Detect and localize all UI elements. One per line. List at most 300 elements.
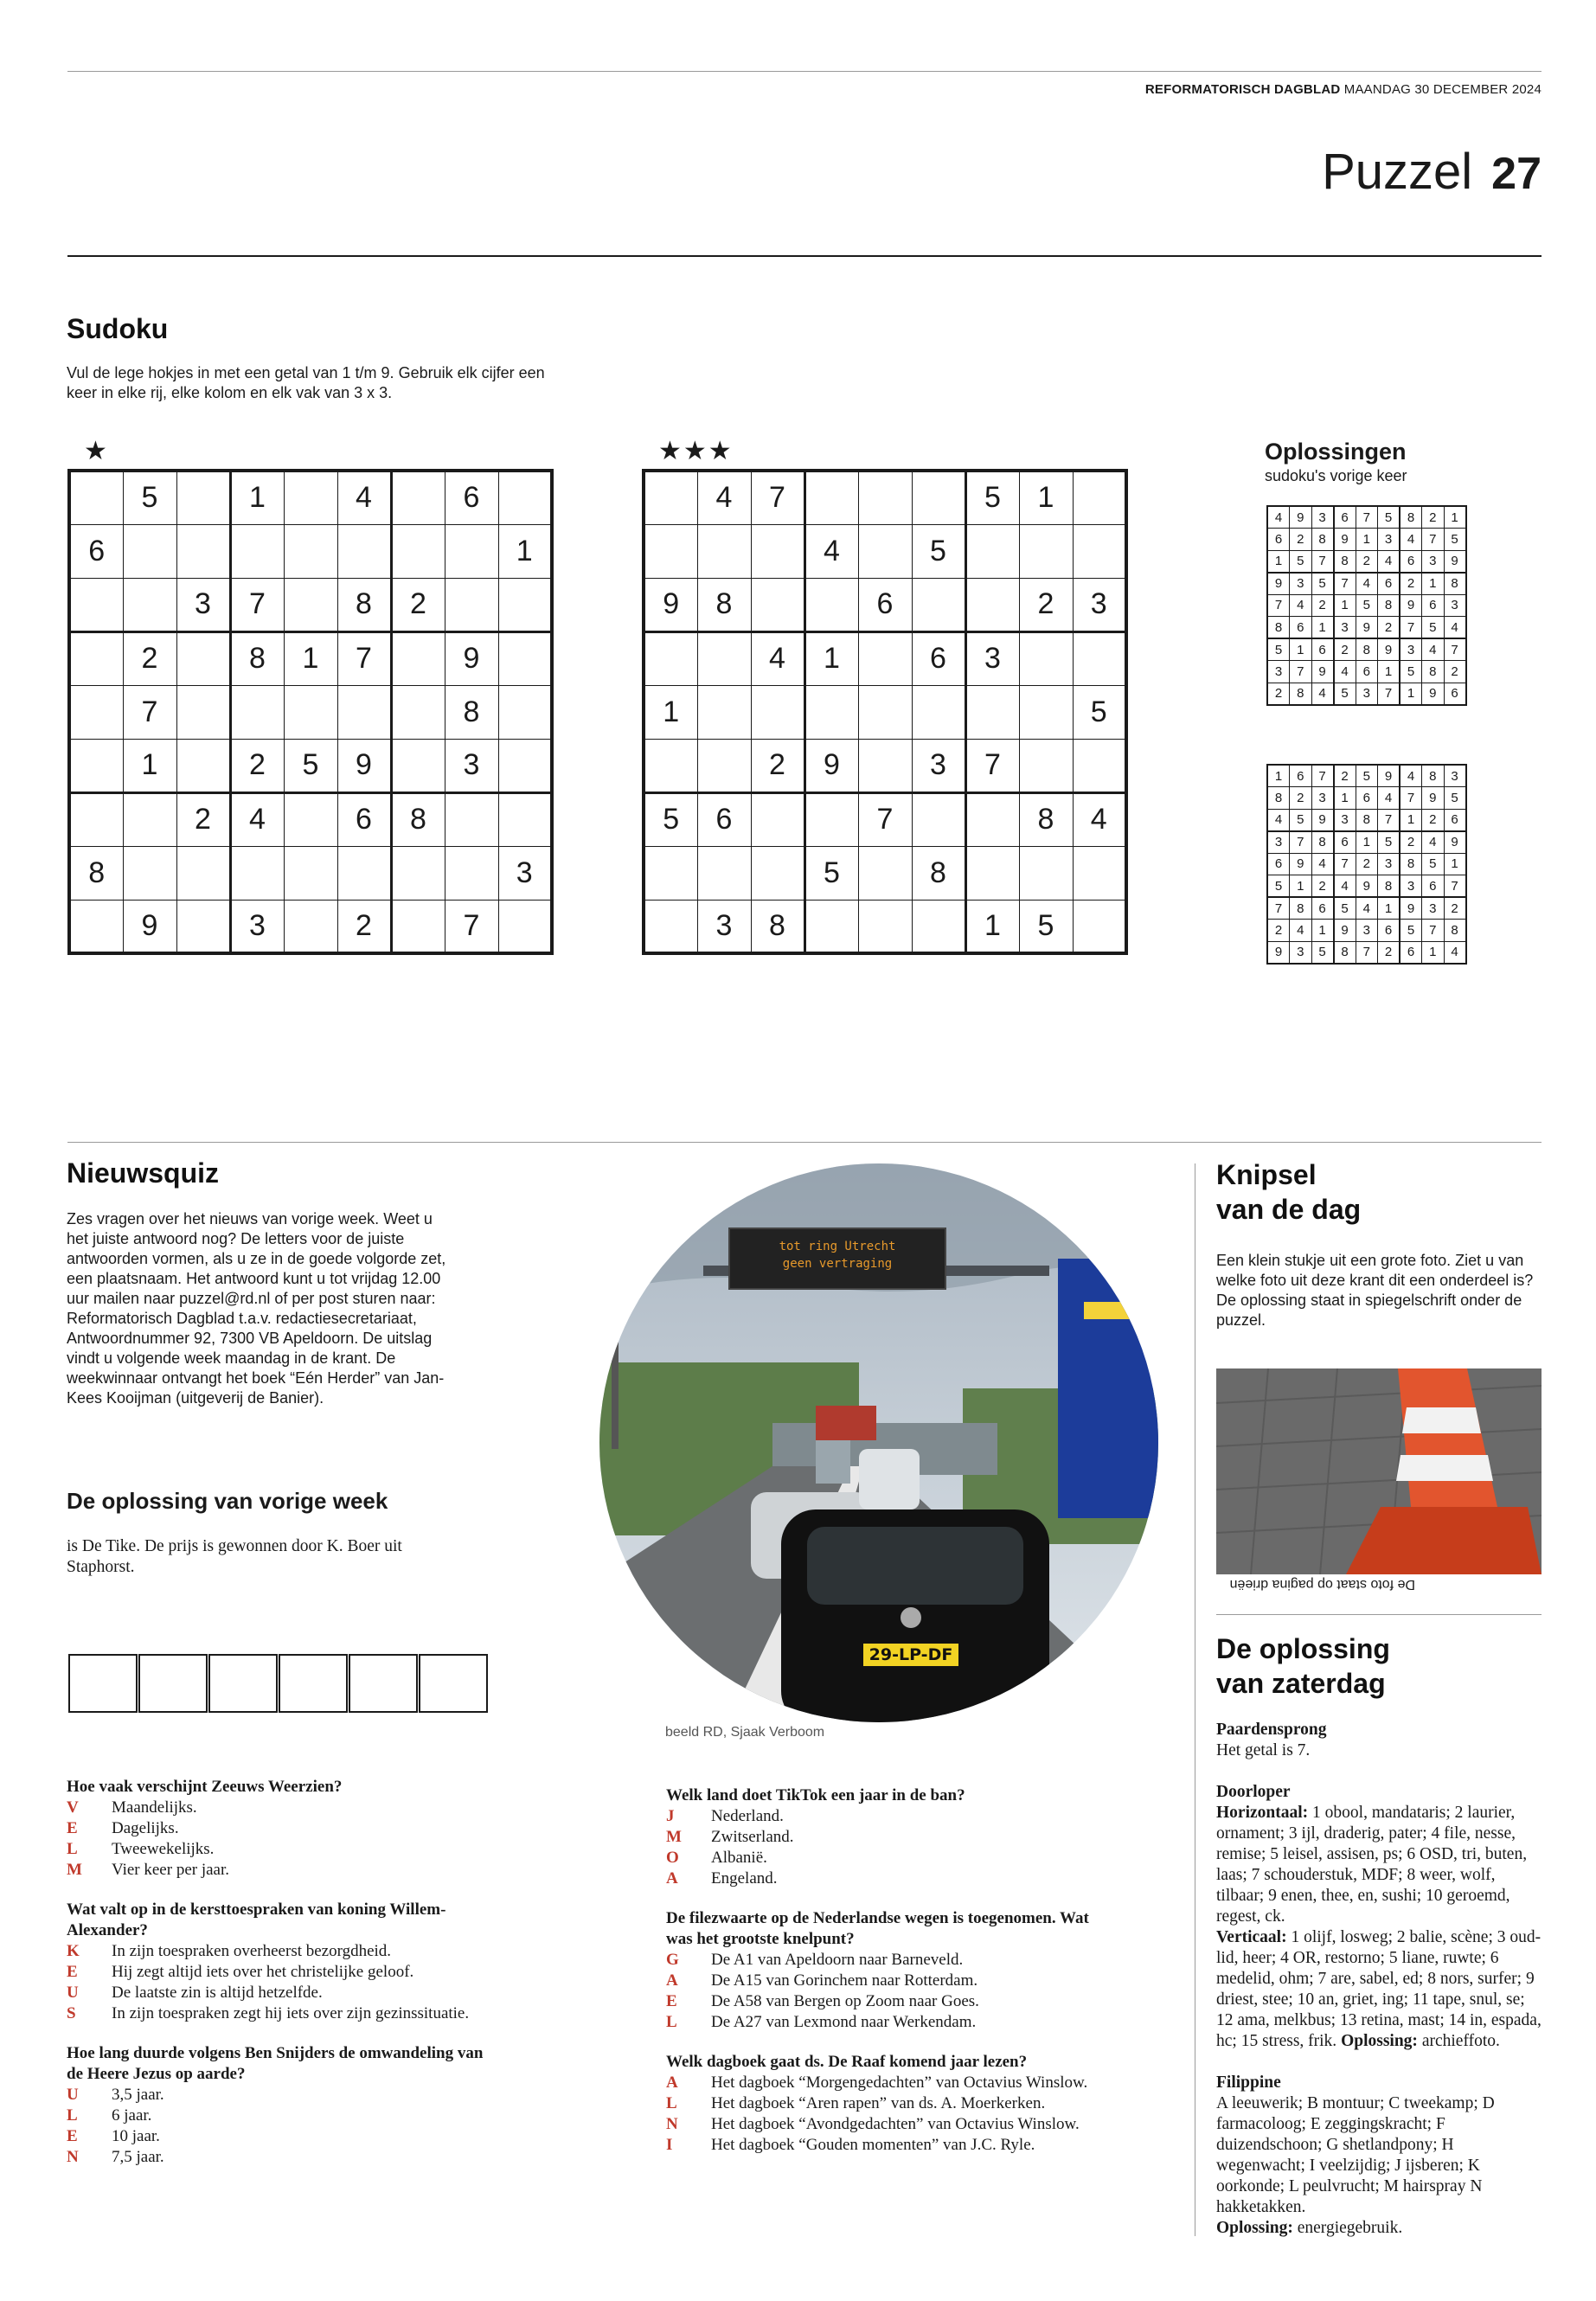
solution-2-cell: 5 [1311, 941, 1334, 964]
sudoku-easy-cell[interactable] [445, 792, 498, 846]
sudoku-easy-cell[interactable] [337, 846, 391, 900]
svg-text:tot ring Utrecht: tot ring Utrecht [779, 1240, 896, 1253]
sudoku-easy-cell[interactable] [176, 524, 230, 578]
quiz-question-text: Wat valt op in de kersttoespraken van koning Willem-Alexander? [67, 1900, 446, 1939]
sudoku-easy-cell: 7 [445, 900, 498, 953]
sudoku-hard-cell: 1 [965, 900, 1019, 953]
sudoku-easy-cell: 2 [123, 631, 176, 685]
sudoku-hard-cell[interactable] [1019, 739, 1073, 792]
solution-2-cell: 7 [1378, 809, 1401, 831]
hard-difficulty-stars: ★★★ [658, 436, 734, 466]
sudoku-easy-row [69, 900, 552, 953]
sudoku-easy-cell[interactable] [123, 524, 176, 578]
sudoku-easy-cell: 2 [230, 739, 284, 792]
sudoku-hard-row [644, 471, 1126, 524]
sudoku-hard-cell[interactable] [804, 900, 858, 953]
answer-box-6[interactable] [419, 1654, 488, 1713]
sudoku-hard-cell[interactable] [965, 524, 1019, 578]
sudoku-easy-cell[interactable] [69, 900, 123, 953]
answer-box-1[interactable] [68, 1654, 138, 1713]
solution-1-cell: 2 [1334, 638, 1356, 661]
solution-1-cell: 2 [1378, 617, 1401, 639]
solution-1-cell: 6 [1422, 594, 1445, 617]
solution-2-cell: 9 [1400, 897, 1422, 920]
solution-2-cell: 2 [1422, 809, 1445, 831]
solution-1-cell: 6 [1334, 506, 1356, 529]
solution-1-cell: 9 [1444, 550, 1466, 573]
sudoku-easy-cell[interactable] [498, 578, 552, 631]
solution-1-cell: 7 [1400, 617, 1422, 639]
sudoku-hard-row [644, 739, 1126, 792]
sudoku-easy-cell[interactable] [337, 685, 391, 739]
sudoku-easy-cell[interactable] [391, 471, 445, 524]
sudoku-easy-row [69, 739, 552, 792]
quiz-option-text: 6 jaar. [112, 2106, 152, 2125]
sudoku-hard-cell[interactable] [644, 524, 697, 578]
solution-1-cell: 6 [1444, 683, 1466, 705]
sudoku-hard-row [644, 524, 1126, 578]
solution-2-cell: 2 [1311, 875, 1334, 898]
quiz-question-text: Welk land doet TikTok een jaar in de ban? [666, 1786, 965, 1804]
quiz-option-letter: U [67, 2086, 79, 2104]
sudoku-hard-cell: 1 [804, 631, 858, 685]
sudoku-hard-cell: 5 [1019, 900, 1073, 953]
quiz-option-text: Hij zegt altijd iets over het christelijke geloof. [112, 1963, 414, 1981]
sudoku-easy-cell[interactable] [230, 524, 284, 578]
sudoku-easy-row [69, 685, 552, 739]
horizontaal-text: 1 obool, mandataris; 2 laurier, ornament; 3 ijl, draderig, pater; 4 file, nesse, remise; 5 leisel, assisen, ps; 6 OSD, tri, buten, laas; 7 schouderstuk, MDF; 8 weer, wolf, tilbaar; 9 enen, thee, en, sushi; 10 geroemd, regest, ck. [1216, 1804, 1528, 1926]
horizontaal-label: Horizontaal: [1216, 1804, 1309, 1822]
sudoku-hard-cell[interactable] [804, 792, 858, 846]
solution-2-cell: 4 [1444, 941, 1466, 964]
sudoku-easy-cell[interactable] [445, 846, 498, 900]
answer-box-2[interactable] [138, 1654, 208, 1713]
sudoku-hard-cell: 3 [1073, 578, 1126, 631]
solution-2-cell: 6 [1422, 875, 1445, 898]
quiz-option-text: Vier keer per jaar. [112, 1861, 229, 1879]
quiz-question-text: De filezwaarte op de Nederlandse wegen is toegenomen. Wat was het grootste knelpunt? [666, 1909, 1089, 1948]
sudoku-easy-cell[interactable] [391, 631, 445, 685]
sudoku-hard-cell[interactable] [1019, 524, 1073, 578]
solution-1-cell: 2 [1267, 683, 1290, 705]
traffic-cone-image [1216, 1368, 1542, 1574]
sudoku-easy-row [69, 846, 552, 900]
sudoku-hard-cell[interactable] [1019, 631, 1073, 685]
sudoku-hard-cell[interactable] [1073, 631, 1126, 685]
sudoku-easy-cell: 7 [337, 631, 391, 685]
solution-1-row [1267, 638, 1466, 661]
quiz-question-text: Welk dagboek gaat ds. De Raaf komend jaar lezen? [666, 2053, 1028, 2071]
sudoku-easy-cell[interactable] [391, 685, 445, 739]
sudoku-easy-cell[interactable] [123, 578, 176, 631]
sudoku-easy-cell[interactable] [498, 631, 552, 685]
sudoku-hard-cell[interactable] [1073, 846, 1126, 900]
sudoku-hard-cell: 1 [1019, 471, 1073, 524]
solution-1-cell: 1 [1267, 550, 1290, 573]
solution-1-cell: 3 [1290, 573, 1312, 595]
oplossing-2-label: Oplossing: [1216, 2219, 1293, 2237]
solution-2-cell: 1 [1334, 787, 1356, 810]
solution-1-cell: 8 [1290, 683, 1312, 705]
sudoku-easy-cell[interactable] [284, 578, 337, 631]
answer-box-5[interactable] [349, 1654, 418, 1713]
sudoku-easy-cell: 3 [176, 578, 230, 631]
sudoku-easy-cell[interactable] [69, 578, 123, 631]
quiz-option-text: Het dagboek “Aren rapen” van ds. A. Moerkerken. [711, 2094, 1046, 2112]
solution-1-cell: 5 [1422, 617, 1445, 639]
solution-1-cell: 3 [1400, 638, 1422, 661]
sudoku-hard-cell[interactable] [644, 846, 697, 900]
quiz-option [67, 2106, 499, 2126]
solution-2-cell: 8 [1422, 765, 1445, 787]
sudoku-easy-cell: 7 [230, 578, 284, 631]
sudoku-hard-cell[interactable] [1019, 685, 1073, 739]
solution-1-cell: 8 [1267, 617, 1290, 639]
solution-1-cell: 9 [1267, 573, 1290, 595]
sudoku-hard-cell[interactable] [751, 524, 804, 578]
sudoku-hard-cell[interactable] [644, 739, 697, 792]
sudoku-easy-cell[interactable] [498, 685, 552, 739]
sudoku-easy-cell: 5 [284, 739, 337, 792]
sudoku-easy-cell[interactable] [284, 471, 337, 524]
quiz-question [67, 1900, 499, 2024]
sudoku-hard-cell[interactable] [965, 846, 1019, 900]
solution-2-cell: 5 [1356, 765, 1378, 787]
solution-2-row [1267, 941, 1466, 964]
answer-box-4[interactable] [279, 1654, 348, 1713]
sudoku-hard-cell[interactable] [965, 792, 1019, 846]
publication-name: REFORMATORISCH DAGBLAD [1144, 82, 1341, 97]
sudoku-hard-cell[interactable] [858, 685, 912, 739]
sudoku-hard-cell[interactable] [697, 631, 751, 685]
sudoku-hard-cell[interactable] [912, 471, 965, 524]
sudoku-hard-cell[interactable] [697, 739, 751, 792]
sudoku-easy-cell[interactable] [337, 524, 391, 578]
sudoku-easy-cell[interactable] [176, 900, 230, 953]
solution-1-cell: 1 [1444, 506, 1466, 529]
solution-2-cell: 2 [1290, 787, 1312, 810]
sudoku-easy-cell: 1 [498, 524, 552, 578]
filippine-title: Filippine [1216, 2073, 1281, 2092]
solution-2-cell: 9 [1290, 853, 1312, 875]
sudoku-easy-cell[interactable] [176, 739, 230, 792]
solution-2-cell: 3 [1400, 875, 1422, 898]
sudoku-easy-cell[interactable] [498, 900, 552, 953]
sudoku-hard-cell: 8 [1019, 792, 1073, 846]
sudoku-hard-cell[interactable] [644, 631, 697, 685]
solution-1-cell: 7 [1378, 683, 1401, 705]
quiz-option [67, 2085, 499, 2106]
sudoku-hard-cell[interactable] [858, 739, 912, 792]
sudoku-hard-cell[interactable] [751, 792, 804, 846]
sudoku-easy-cell: 4 [230, 792, 284, 846]
solution-1-cell: 5 [1400, 661, 1422, 683]
sudoku-easy-cell[interactable] [230, 846, 284, 900]
sudoku-hard-cell: 5 [912, 524, 965, 578]
solution-1-cell: 5 [1444, 529, 1466, 551]
solution-2-cell: 1 [1422, 941, 1445, 964]
solution-2-cell: 2 [1356, 853, 1378, 875]
quiz-option [666, 1848, 1099, 1868]
sudoku-easy-cell: 1 [123, 739, 176, 792]
solution-2-cell: 1 [1267, 765, 1290, 787]
sudoku-hard-cell[interactable] [1073, 739, 1126, 792]
sudoku-hard-cell[interactable] [697, 846, 751, 900]
quiz-option-letter: L [67, 1840, 78, 1858]
previous-solution-text: is De Tike. De prijs is gewonnen door K. Boer uit Staphorst. [67, 1537, 402, 1576]
solution-2-cell: 4 [1378, 787, 1401, 810]
sudoku-easy-cell: 8 [391, 792, 445, 846]
oplossing-1-text: archieffoto. [1417, 2032, 1500, 2050]
answer-box-3[interactable] [208, 1654, 278, 1713]
knipsel-mirror-text: De foto staat op pagina drieën [1229, 1577, 1415, 1592]
knipsel-title-line-2: van de dag [1216, 1194, 1362, 1225]
sudoku-easy-cell[interactable] [284, 685, 337, 739]
sudoku-easy-cell[interactable] [284, 900, 337, 953]
solution-2-cell: 7 [1290, 831, 1312, 854]
sudoku-hard-cell: 7 [965, 739, 1019, 792]
sudoku-hard-cell[interactable] [965, 685, 1019, 739]
sudoku-easy-cell[interactable] [498, 792, 552, 846]
sudoku-hard-cell[interactable] [858, 846, 912, 900]
solution-2-cell: 2 [1267, 920, 1290, 942]
solution-1-cell: 3 [1444, 594, 1466, 617]
solution-2-cell: 6 [1311, 897, 1334, 920]
solution-2-cell: 1 [1311, 920, 1334, 942]
quiz-option-letter: E [666, 1992, 677, 2010]
sudoku-easy-cell: 8 [230, 631, 284, 685]
traffic-photo [599, 1163, 1158, 1722]
solution-2-cell: 1 [1356, 831, 1378, 854]
sudoku-easy-cell[interactable] [123, 792, 176, 846]
sudoku-hard-cell[interactable] [1073, 524, 1126, 578]
quiz-option-letter: G [666, 1951, 679, 1969]
solution-2-cell: 8 [1378, 875, 1401, 898]
solution-1-cell: 2 [1356, 550, 1378, 573]
solution-1-row [1267, 661, 1466, 683]
solution-1-cell: 8 [1444, 573, 1466, 595]
solution-2-cell: 8 [1290, 897, 1312, 920]
sudoku-easy-cell[interactable] [69, 739, 123, 792]
solution-2-cell: 2 [1400, 831, 1422, 854]
solution-2-cell: 6 [1356, 787, 1378, 810]
quiz-question-text: Hoe lang duurde volgens Ben Snijders de omwandeling van de Heere Jezus op aarde? [67, 2044, 484, 2083]
solution-1-cell: 2 [1311, 594, 1334, 617]
solution-2-cell: 7 [1422, 920, 1445, 942]
sudoku-hard-cell[interactable] [1073, 900, 1126, 953]
quiz-option [666, 2093, 1099, 2114]
solution-1-cell: 8 [1356, 638, 1378, 661]
solution-2-cell: 5 [1267, 875, 1290, 898]
solution-1-cell: 6 [1290, 617, 1312, 639]
quiz-option-text: 10 jaar. [112, 2127, 160, 2145]
solution-2-cell: 5 [1444, 787, 1466, 810]
solution-1-cell: 4 [1267, 506, 1290, 529]
solution-2-cell: 9 [1311, 809, 1334, 831]
verticaal-paragraph [1216, 1927, 1543, 2052]
sudoku-easy-cell[interactable] [176, 631, 230, 685]
sudoku-easy-cell[interactable] [69, 631, 123, 685]
solution-2-cell: 3 [1334, 809, 1356, 831]
sudoku-hard-cell[interactable] [858, 631, 912, 685]
solution-1-cell: 5 [1356, 594, 1378, 617]
quiz-option-text: Albanië. [711, 1849, 767, 1867]
sudoku-hard-cell: 2 [1019, 578, 1073, 631]
sudoku-hard-cell[interactable] [751, 846, 804, 900]
quiz-option-text: De A58 van Bergen op Zoom naar Goes. [711, 1992, 979, 2010]
quiz-option [666, 2012, 1099, 2033]
solution-1-cell: 4 [1290, 594, 1312, 617]
solution-2-cell: 8 [1267, 787, 1290, 810]
sudoku-easy-cell: 8 [337, 578, 391, 631]
sudoku-easy-cell[interactable] [123, 846, 176, 900]
solution-2-cell: 8 [1334, 941, 1356, 964]
sudoku-hard-cell[interactable] [804, 578, 858, 631]
quiz-option-letter: O [666, 1849, 679, 1867]
sudoku-hard-cell[interactable] [804, 685, 858, 739]
quiz-option [666, 1950, 1099, 1971]
sudoku-easy-cell[interactable] [176, 471, 230, 524]
filippine-text: A leeuwerik; B montuur; C tweekamp; D farmacoloog; E zeggingskracht; F duizendschoon; G shetlandpony; H wegenwacht; I veelzijdig; J ijsberen; K oorkonde; L peulvrucht; M hairspray N hakketakken. [1216, 2094, 1495, 2216]
quiz-option [67, 1983, 499, 2003]
solution-1-cell: 8 [1311, 529, 1334, 551]
solution-1-cell: 8 [1422, 661, 1445, 683]
solutions-subtitle: sudoku's vorige keer [1265, 467, 1407, 484]
sudoku-hard-cell[interactable] [697, 685, 751, 739]
sudoku-hard-cell[interactable] [644, 900, 697, 953]
solution-1-cell: 7 [1267, 594, 1290, 617]
solution-2-row [1267, 853, 1466, 875]
sudoku-easy-cell[interactable] [445, 524, 498, 578]
paardensprong-title: Paardensprong [1216, 1721, 1327, 1739]
sudoku-easy-cell[interactable] [391, 846, 445, 900]
sudoku-hard-cell[interactable] [912, 578, 965, 631]
sudoku-hard-cell: 3 [697, 900, 751, 953]
solution-2-cell: 3 [1267, 831, 1290, 854]
svg-text:29-LP-DF: 29-LP-DF [869, 1645, 953, 1664]
sudoku-hard-cell[interactable] [804, 471, 858, 524]
sudoku-easy-cell[interactable] [69, 685, 123, 739]
quiz-option [666, 1868, 1099, 1889]
sudoku-hard-row [644, 631, 1126, 685]
solution-1-cell: 7 [1290, 661, 1312, 683]
sudoku-hard-cell[interactable] [858, 471, 912, 524]
sudoku-easy-cell: 9 [123, 900, 176, 953]
sudoku-easy-cell[interactable] [391, 524, 445, 578]
sudoku-hard-cell[interactable] [751, 578, 804, 631]
solution-2-cell: 7 [1311, 765, 1334, 787]
sudoku-hard-cell: 4 [804, 524, 858, 578]
solution-2-cell: 6 [1378, 920, 1401, 942]
quiz-option-letter: J [666, 1807, 675, 1825]
sudoku-easy-cell[interactable] [230, 685, 284, 739]
sudoku-hard-cell[interactable] [912, 900, 965, 953]
sudoku-easy-cell: 6 [337, 792, 391, 846]
sudoku-easy-cell: 5 [123, 471, 176, 524]
sudoku-easy-cell[interactable] [498, 471, 552, 524]
sudoku-hard-cell: 4 [1073, 792, 1126, 846]
quiz-option [67, 1962, 499, 1983]
sudoku-easy-cell[interactable] [176, 685, 230, 739]
sudoku-hard-cell[interactable] [912, 685, 965, 739]
quiz-question [666, 1785, 1099, 1889]
solution-2-cell: 7 [1356, 941, 1378, 964]
sudoku-easy-cell[interactable] [176, 846, 230, 900]
sudoku-hard-cell[interactable] [858, 524, 912, 578]
sudoku-easy-cell[interactable] [284, 792, 337, 846]
solution-1-cell: 2 [1422, 506, 1445, 529]
sudoku-hard-cell[interactable] [912, 792, 965, 846]
solution-2-row [1267, 765, 1466, 787]
solution-2-cell: 9 [1444, 831, 1466, 854]
oplossing-1-label: Oplossing: [1341, 2032, 1418, 2050]
sudoku-easy-cell[interactable] [391, 900, 445, 953]
solution-2-cell: 4 [1311, 853, 1334, 875]
solution-1-cell: 4 [1444, 617, 1466, 639]
quiz-option-letter: M [666, 1828, 682, 1846]
sudoku-easy-row [69, 524, 552, 578]
solution-1-cell: 3 [1422, 550, 1445, 573]
sudoku-easy-cell[interactable] [69, 471, 123, 524]
sudoku-hard-cell[interactable] [697, 524, 751, 578]
quiz-option-letter: E [67, 1819, 78, 1837]
sudoku-easy-cell: 8 [445, 685, 498, 739]
sudoku-hard-cell[interactable] [965, 578, 1019, 631]
solution-1-cell: 5 [1334, 683, 1356, 705]
solution-2-cell: 6 [1267, 853, 1290, 875]
sudoku-hard-cell[interactable] [1019, 846, 1073, 900]
solution-2-cell: 4 [1334, 875, 1356, 898]
sudoku-easy-cell[interactable] [498, 739, 552, 792]
questions-right-column [666, 1785, 1099, 2175]
sudoku-hard-cell[interactable] [858, 900, 912, 953]
sudoku-easy-cell[interactable] [284, 846, 337, 900]
solution-2-cell: 7 [1334, 853, 1356, 875]
sudoku-hard-cell: 5 [1073, 685, 1126, 739]
knipsel-text: Een klein stukje uit een grote foto. Ziet u van welke foto uit deze krant dit een onderdeel is? De oplossing staat in spiegelschrift onder de puzzel. [1216, 1252, 1534, 1329]
solution-1-cell: 6 [1356, 661, 1378, 683]
solution-2-cell: 5 [1334, 897, 1356, 920]
quiz-option [67, 1860, 499, 1881]
solution-2-cell: 4 [1267, 809, 1290, 831]
sudoku-easy-cell[interactable] [445, 578, 498, 631]
verticaal-text: 1 olijf, losweg; 2 balie, scène; 3 oud-lid, heer; 4 OR, restorno; 5 liane, ruwte; 6 medelid, ohm; 7 are, sabel, ed; 8 nors, surfer; 9 driest, stee; 10 an, griet, ing; 11 tape, snul, se; 12 ama, melkbus; 13 retina, mast; 14 in, espada, hc; 15 stress, frik. [1216, 1928, 1542, 2050]
quiz-option-text: Engeland. [711, 1869, 778, 1888]
quiz-option-letter: E [67, 2127, 78, 2145]
quiz-option [666, 1827, 1099, 1848]
solution-grid-1 [1266, 505, 1467, 706]
sudoku-easy-cell[interactable] [284, 524, 337, 578]
solution-1-cell: 6 [1400, 550, 1422, 573]
sudoku-hard-cell[interactable] [1073, 471, 1126, 524]
solution-1-cell: 7 [1311, 550, 1334, 573]
sudoku-easy-cell[interactable] [69, 792, 123, 846]
sudoku-easy-cell[interactable] [391, 739, 445, 792]
quiz-option-letter: U [67, 1984, 79, 2002]
nieuwsquiz-title: Nieuwsquiz [67, 1157, 220, 1189]
solution-2-cell: 4 [1356, 897, 1378, 920]
sudoku-hard-row [644, 846, 1126, 900]
solution-1-cell: 2 [1444, 661, 1466, 683]
quiz-option-letter: L [666, 2094, 677, 2112]
quiz-question [666, 2052, 1099, 2156]
quiz-option-letter: E [67, 1963, 78, 1981]
sudoku-hard-cell[interactable] [751, 685, 804, 739]
photo-credit: beeld RD, Sjaak Verboom [665, 1725, 825, 1740]
solution-1-cell: 9 [1378, 638, 1401, 661]
solution-2-cell: 4 [1290, 920, 1312, 942]
sudoku-hard-cell[interactable] [644, 471, 697, 524]
